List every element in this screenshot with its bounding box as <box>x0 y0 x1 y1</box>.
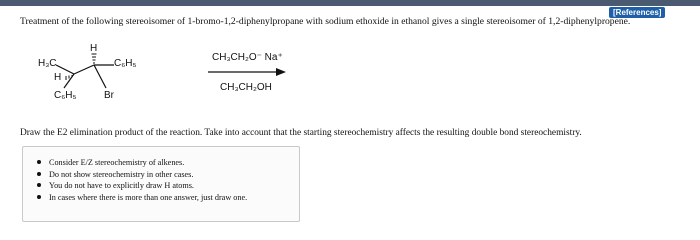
hint-item: You do not have to explicitly draw H atoms. <box>37 180 247 192</box>
reagent-top: CH₃CH₂O⁻ Na⁺ <box>212 52 283 63</box>
label-c6h5-right: C₆H₅ <box>114 58 137 69</box>
label-h3c: H₃C <box>38 58 57 69</box>
label-br: Br <box>104 90 114 101</box>
hashed-bond-h <box>92 54 97 63</box>
references-button[interactable]: [References] <box>609 7 665 18</box>
hint-item: In cases where there is more than one answer, just draw one. <box>37 192 247 204</box>
bond-c2-br <box>94 65 106 88</box>
hint-item: Consider E/Z stereochemistry of alkenes. <box>37 157 247 169</box>
question-prompt: Treatment of the following stereoisomer of 1-bromo-1,2-diphenylpropane with sodium ethoxide in ethanol gives a single stereoisomer of 1,2-diphenylpropene. <box>20 16 631 27</box>
instruction-text: Draw the E2 elimination product of the reaction. Take into account that the starting stereochemistry affects the resulting double bond stereochemistry. <box>20 128 582 138</box>
reaction-scheme <box>40 40 320 120</box>
hint-item: Do not show stereochemistry in other cases. <box>37 169 247 181</box>
label-h-top: H <box>90 43 98 54</box>
label-h-left: H <box>54 72 62 83</box>
bond-c1-c2 <box>74 65 94 74</box>
arrow-head <box>276 68 286 76</box>
hint-box <box>22 146 300 222</box>
top-bar <box>0 0 700 6</box>
reagent-bottom: CH₃CH₂OH <box>220 82 272 93</box>
hint-list <box>37 157 247 203</box>
label-c6h5-bottom: C₆H₅ <box>54 90 77 101</box>
